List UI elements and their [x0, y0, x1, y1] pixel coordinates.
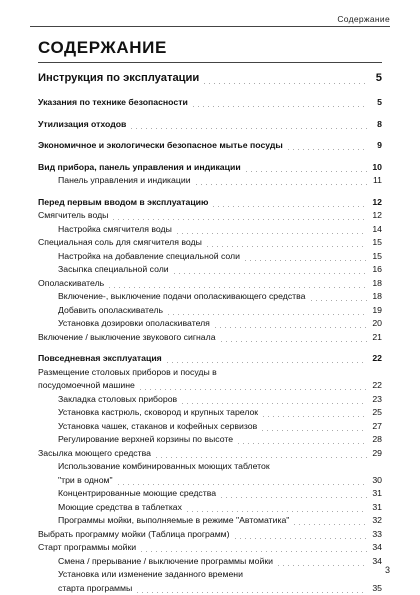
toc-entry-title: Старт программы мойки	[38, 542, 137, 552]
toc-entry[interactable]	[38, 139, 382, 153]
toc-entry[interactable]	[38, 71, 382, 86]
toc-entry-title: Смягчитель воды	[38, 210, 109, 220]
toc-entry-title: Моющие средства в таблетках	[58, 501, 182, 512]
toc-entry[interactable]	[38, 317, 382, 331]
dot-leader	[172, 273, 367, 274]
toc-entry[interactable]	[38, 447, 382, 461]
running-header: Содержание	[337, 14, 390, 24]
toc-entry-title: Вид прибора, панель управления и индикации	[38, 161, 241, 172]
toc-entry[interactable]	[38, 528, 382, 542]
toc-entry-page: 11	[372, 175, 382, 185]
dot-leader	[180, 403, 367, 404]
toc-entry-title-cont: старта программы	[58, 582, 133, 593]
toc-entry-title: Включение-, выключение подачи ополаскивающего средства	[58, 291, 306, 301]
toc-entry-page: 8	[377, 118, 382, 129]
dot-leader	[260, 430, 367, 431]
toc-entry[interactable]	[38, 366, 382, 380]
dot-leader	[139, 551, 367, 552]
toc-entry[interactable]	[38, 196, 382, 210]
dot-leader	[292, 524, 367, 525]
toc-entry-title: Регулирование верхней корзины по высоте	[58, 434, 234, 444]
dot-leader	[165, 362, 367, 363]
page-number: 3	[384, 565, 390, 575]
toc-entry[interactable]	[38, 568, 382, 582]
toc-entry-page: 16	[372, 264, 382, 274]
dot-leader	[166, 314, 367, 315]
toc-entry-title: Утилизация отходов	[38, 118, 127, 129]
dot-leader	[116, 484, 367, 485]
dot-leader	[129, 128, 367, 129]
page-title: СОДЕРЖАНИЕ	[38, 38, 167, 57]
toc-entry-title: Установка или изменение заданного времени	[58, 569, 243, 579]
toc-entry-page: 27	[372, 420, 382, 431]
toc-entry-title: Использование комбинированных моющих таблеток	[58, 461, 270, 471]
toc-entry-page: 18	[372, 291, 382, 301]
toc-entry-page: 22	[372, 380, 382, 390]
dot-leader	[185, 511, 367, 512]
toc-entry[interactable]	[38, 555, 382, 569]
toc-entry-page: 28	[372, 434, 382, 444]
toc-entry-page: 23	[372, 393, 382, 404]
toc-entry[interactable]	[38, 406, 382, 420]
dot-leader	[138, 389, 367, 390]
dot-leader	[175, 233, 367, 234]
table-of-contents	[38, 66, 382, 595]
toc-entry[interactable]	[38, 304, 382, 318]
toc-entry-title: Повседневная эксплуатация	[38, 353, 162, 363]
toc-entry-page: 18	[372, 277, 382, 288]
toc-entry[interactable]	[38, 209, 382, 223]
toc-entry-continuation[interactable]	[38, 474, 382, 488]
toc-entry-title: Экономичное и экологически безопасное мытье посуды	[38, 140, 283, 150]
dot-leader	[111, 219, 367, 220]
toc-entry-title: Инструкция по эксплуатации	[38, 72, 200, 84]
toc-entry-title: Панель управления и индикации	[58, 175, 191, 185]
toc-entry-title: Включение / выключение звукового сигнала	[38, 331, 216, 342]
toc-entry-title-cont: "три в одном"	[58, 474, 113, 485]
dot-leader	[233, 538, 367, 539]
dot-leader	[205, 246, 367, 247]
toc-entry-page: 35	[372, 582, 382, 593]
toc-entry-page: 32	[372, 515, 382, 525]
toc-entry[interactable]	[38, 514, 382, 528]
toc-entry-title: Концентрированные моющие средства	[58, 488, 217, 498]
toc-entry[interactable]	[38, 331, 382, 345]
toc-entry-page: 29	[372, 447, 382, 458]
toc-entry-title: Смена / прерывание / выключение программы мойки	[58, 555, 273, 566]
toc-entry-page: 21	[372, 331, 382, 342]
toc-entry[interactable]	[38, 96, 382, 110]
dot-leader	[236, 443, 367, 444]
toc-entry[interactable]	[38, 223, 382, 237]
toc-entry-title: Добавить ополаскиватель	[58, 304, 164, 315]
toc-entry-page: 15	[372, 237, 382, 247]
toc-entry-page: 19	[372, 304, 382, 315]
toc-entry[interactable]	[38, 174, 382, 188]
toc-entry-page: 34	[372, 555, 382, 566]
toc-entry-page: 9	[377, 140, 382, 150]
toc-entry[interactable]	[38, 460, 382, 474]
toc-entry[interactable]	[38, 277, 382, 291]
toc-entry-title: Ополаскиватель	[38, 277, 105, 288]
dot-leader	[135, 592, 367, 593]
toc-entry[interactable]	[38, 487, 382, 501]
toc-entry-title: Закладка столовых приборов	[58, 393, 178, 404]
toc-entry-page: 12	[372, 210, 382, 220]
toc-entry-title: Специальная соль для смягчителя воды	[38, 237, 202, 247]
dot-leader	[286, 149, 367, 150]
toc-entry[interactable]	[38, 290, 382, 304]
dot-leader	[244, 171, 367, 172]
header-rule	[30, 26, 390, 27]
toc-entry-page: 20	[372, 318, 382, 328]
toc-entry[interactable]	[38, 433, 382, 447]
toc-entry-page: 10	[372, 161, 382, 172]
toc-entry[interactable]	[38, 501, 382, 515]
toc-entry-title-cont: посудомоечной машине	[38, 380, 135, 390]
dot-leader	[202, 83, 367, 84]
toc-entry-title: Настройка на добавление специальной соли	[58, 250, 240, 261]
toc-entry[interactable]	[38, 118, 382, 132]
toc-entry-title: Установка кастрюль, сковород и крупных тарелок	[58, 407, 259, 417]
toc-entry-title: Программы мойки, выполняемые в режиме "Автоматика"	[58, 515, 290, 525]
toc-entry-page: 5	[375, 72, 382, 84]
toc-entry-title: Указания по технике безопасности	[38, 97, 188, 107]
toc-entry-page: 33	[372, 528, 382, 539]
dot-leader	[219, 497, 367, 498]
toc-entry-page: 31	[372, 488, 382, 498]
toc-entry-title: Установка дозировки ополаскивателя	[58, 318, 210, 328]
dot-leader	[309, 300, 368, 301]
toc-entry-page: 31	[372, 501, 382, 512]
dot-leader	[211, 206, 367, 207]
toc-entry-page: 34	[372, 542, 382, 552]
toc-entry[interactable]	[38, 541, 382, 555]
dot-leader	[276, 565, 367, 566]
toc-entry[interactable]	[38, 236, 382, 250]
toc-entry[interactable]	[38, 263, 382, 277]
toc-entry-page: 22	[372, 353, 382, 363]
dot-leader	[219, 341, 367, 342]
toc-entry-title: Выбрать программу мойки (Таблица программ)	[38, 528, 230, 539]
dot-leader	[191, 106, 367, 107]
toc-entry-page: 5	[377, 97, 382, 107]
dot-leader	[243, 260, 367, 261]
dot-leader	[154, 457, 367, 458]
toc-entry-continuation[interactable]	[38, 379, 382, 393]
toc-entry-page: 14	[372, 223, 382, 234]
toc-entry-title: Размещение столовых приборов и посуды в	[38, 366, 217, 377]
toc-entry[interactable]	[38, 250, 382, 264]
dot-leader	[107, 287, 367, 288]
toc-entry-title: Засыпка специальной соли	[58, 264, 169, 274]
toc-entry-page: 12	[372, 196, 382, 207]
toc-entry-page: 25	[372, 407, 382, 417]
toc-entry-continuation[interactable]	[38, 582, 382, 595]
toc-entry[interactable]	[38, 393, 382, 407]
toc-entry-title: Перед первым вводом в эксплуатацию	[38, 196, 209, 207]
title-rule	[38, 62, 382, 63]
toc-entry-page: 30	[372, 474, 382, 485]
dot-leader	[261, 416, 367, 417]
dot-leader	[213, 327, 367, 328]
dot-leader	[194, 184, 367, 185]
toc-entry[interactable]	[38, 161, 382, 175]
toc-entry-title: Установка чашек, стаканов и кофейных сервизов	[58, 420, 258, 431]
toc-entry[interactable]	[38, 352, 382, 366]
toc-entry[interactable]	[38, 420, 382, 434]
toc-entry-title: Засылка моющего средства	[38, 447, 151, 458]
toc-entry-title: Настройка смягчителя воды	[58, 223, 172, 234]
toc-entry-page: 15	[372, 250, 382, 261]
